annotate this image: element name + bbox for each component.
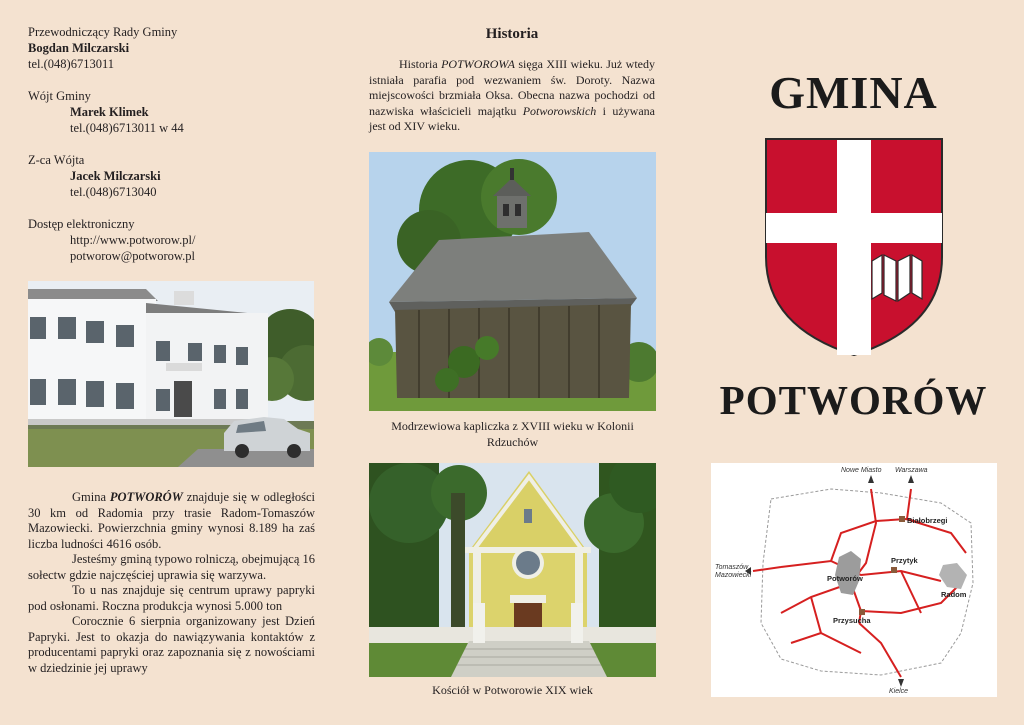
panel-contacts xyxy=(0,0,341,725)
chapel-caption: Modrzewiowa kapliczka z XVIII wieku w Kolonii Rdzuchów xyxy=(391,419,634,449)
intro-p1-rest: znajduje się w odległości 30 km od Radomia przy trasie Radom-Tomaszów Mazowiecki. Powierzchnia gminy wynosi 8.189 ha zaś liczba ludności 4616 osób. xyxy=(28,490,315,551)
history-title: Historia xyxy=(485,26,539,42)
contact-chair xyxy=(28,24,195,72)
map-label-tomaszow: Tomaszów xyxy=(715,564,749,571)
contact-list xyxy=(28,24,195,280)
road-map xyxy=(711,463,997,697)
history-t3: sięga XIII wieku. Już wtedy istniała parafia pod wezwaniem św. Doroty. Nazwa miejscowości brzmiała Oksa. Obecna nazwa pochodzi od nazwiska właścicieli majątku xyxy=(369,57,655,118)
history-text xyxy=(369,57,655,135)
wooden-chapel-photo xyxy=(369,152,656,411)
contact-deputy xyxy=(28,152,195,200)
map-label-bialobrzegi: Białobrzegi xyxy=(907,516,948,525)
panel-history xyxy=(341,0,683,725)
map-label-przysucha: Przysucha xyxy=(833,616,871,625)
intro-p1-name: POTWORÓW xyxy=(109,490,183,504)
church-caption: Kościół w Potworowie XIX wiek xyxy=(432,683,593,697)
map-label-mazowiecki: Mazowiecki xyxy=(715,572,752,579)
intro-p4: Corocznie 6 sierpnia organizowany jest Dzień Papryki. Jest to okazja do nawiązywania kontaktów z producentami papryki oraz zapoznania się z nowościami w dziedzinie jej uprawy xyxy=(28,614,315,675)
email-link[interactable]: potworow@potworow.pl xyxy=(70,249,195,263)
intro-text xyxy=(28,490,315,676)
access-title: Dostęp elektroniczny xyxy=(28,217,135,231)
map-label-nowe-miasto: Nowe Miasto xyxy=(841,467,882,474)
deputy-name: Jacek Milczarski xyxy=(70,169,161,183)
deputy-title: Z-ca Wójta xyxy=(28,153,85,167)
deputy-tel: tel.(048)6713040 xyxy=(70,185,157,199)
cover-title-top: GMINA xyxy=(769,67,938,118)
chair-title: Przewodniczący Rady Gminy xyxy=(28,25,178,39)
panel-cover xyxy=(683,0,1024,725)
intro-p1 xyxy=(28,490,315,552)
map-label-przytyk: Przytyk xyxy=(891,556,918,565)
map-label-potworow: Potworów xyxy=(827,574,863,583)
history-t4: Potworowskich xyxy=(522,103,597,118)
intro-p3: To u nas znajduje się centrum uprawy papryki pod osłonami. Roczna produkcja wynosi 5.000 ton xyxy=(28,583,315,613)
office-building-photo xyxy=(28,281,314,467)
contact-electronic xyxy=(28,216,195,264)
history-t5: i używana jest od XIV wieku. xyxy=(369,103,655,133)
coat-of-arms-shield xyxy=(764,137,944,347)
history-t2: POTWOROWA xyxy=(441,57,515,71)
intro-p2: Jesteśmy gminą typowo rolniczą, obejmującą 16 sołectw gdzie najczęściej uprawia się warzywa. xyxy=(28,552,315,582)
map-label-kielce: Kielce xyxy=(889,688,909,695)
map-label-radom: Radom xyxy=(941,590,967,599)
chair-tel: tel.(048)6713011 xyxy=(28,57,114,71)
mayor-name: Marek Klimek xyxy=(70,105,149,119)
chair-name: Bogdan Milczarski xyxy=(28,41,130,55)
mayor-tel: tel.(048)6713011 w 44 xyxy=(70,121,184,135)
cover-title-bottom: POTWORÓW xyxy=(719,377,988,423)
contact-mayor xyxy=(28,88,195,136)
intro-p1-lead: Gmina xyxy=(72,490,110,504)
mayor-title: Wójt Gminy xyxy=(28,89,91,103)
church-photo xyxy=(369,463,656,677)
website-link[interactable]: http://www.potworow.pl/ xyxy=(70,233,196,247)
map-label-warszawa: Warszawa xyxy=(895,467,928,474)
history-t1: Historia xyxy=(399,57,442,71)
